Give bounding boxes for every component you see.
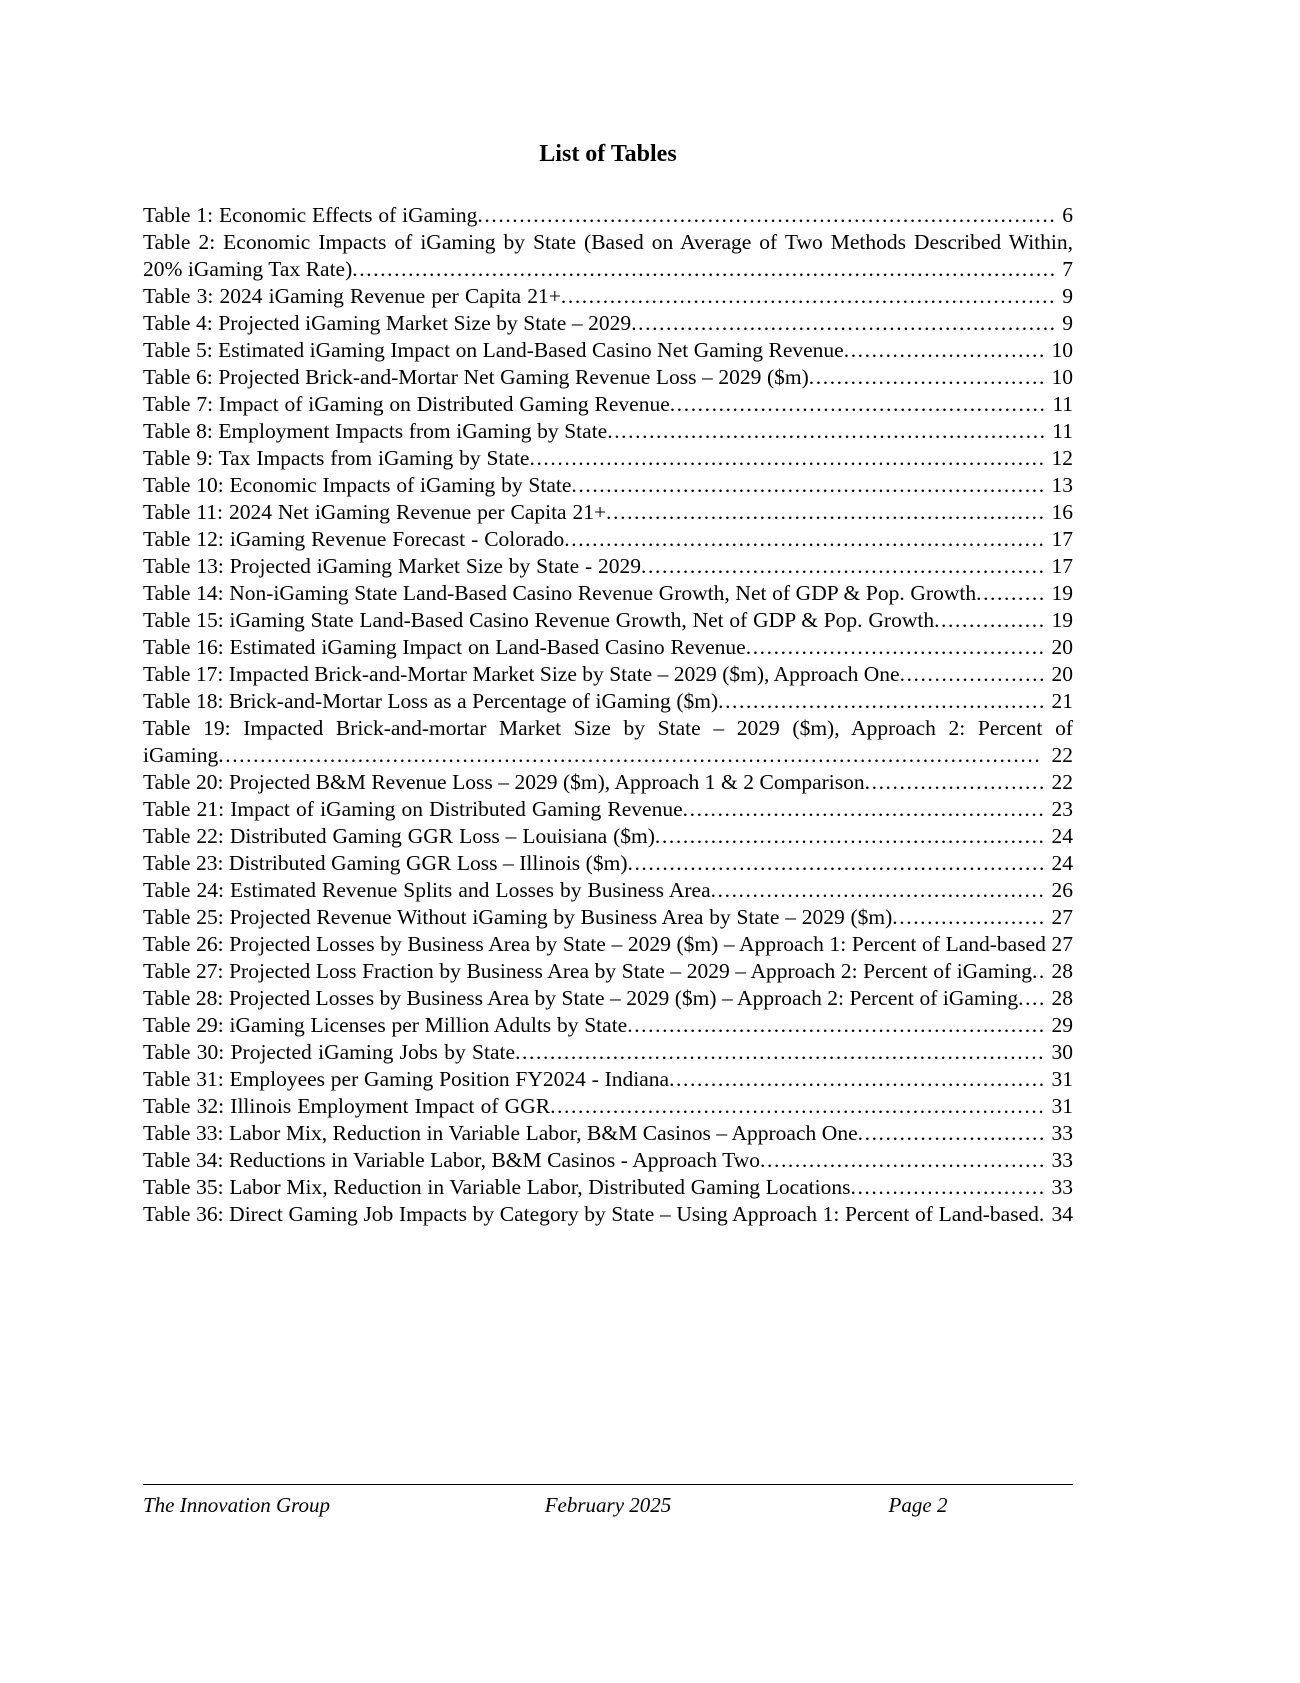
- toc-entry-label: Table 15: iGaming State Land-Based Casino Revenue Growth, Net of GDP & Pop. Growth: [143, 608, 935, 632]
- toc-entry-page: 11: [1052, 392, 1074, 416]
- toc-entry-label: Table 35: Labor Mix, Reduction in Variable Labor, Distributed Gaming Locations: [143, 1175, 851, 1199]
- footer-date: February 2025: [544, 1493, 672, 1517]
- toc-entry: [143, 850, 1073, 877]
- toc-entry-label: Table 36: Direct Gaming Job Impacts by Category by State – Using Approach 1: Percent of Land-based: [143, 1202, 1039, 1226]
- toc-entry-label: Table 30: Projected iGaming Jobs by State: [143, 1040, 516, 1064]
- footer-author: The Innovation Group: [143, 1493, 331, 1517]
- toc-entry: [143, 391, 1073, 418]
- toc-entry-label: Table 9: Tax Impacts from iGaming by State: [143, 446, 530, 470]
- dot-leader: ............................................................: [627, 851, 1046, 875]
- toc-entry: [143, 904, 1073, 931]
- toc-entry: [143, 634, 1073, 661]
- toc-entry-page: 27: [1051, 905, 1073, 929]
- toc-entry-label: Table 26: Projected Losses by Business Area by State – 2029 ($m) – Approach 1: Percent of Land-based: [143, 932, 1046, 956]
- toc-entry-label: Table 21: Impact of iGaming on Distributed Gaming Revenue: [143, 797, 683, 821]
- dot-leader: ..................................: [808, 365, 1046, 389]
- toc-entry-page: 19: [1051, 608, 1074, 632]
- toc-entry-page: 17: [1051, 527, 1074, 551]
- toc-entry-label: Table 10: Economic Impacts of iGaming by State: [143, 473, 572, 497]
- toc-entry-page: 31: [1051, 1067, 1074, 1091]
- toc-entry: [143, 877, 1073, 904]
- toc-entry: [143, 1120, 1073, 1147]
- toc-entry-page: 23: [1051, 797, 1074, 821]
- toc-entry: [143, 526, 1073, 553]
- toc-entry-page: 24: [1051, 824, 1073, 848]
- footer-page-number: Page 2: [888, 1493, 948, 1517]
- page-title: List of Tables: [539, 141, 677, 167]
- dot-leader: ......................................................................................................................: [218, 743, 1042, 767]
- dot-leader: ......................................................: [669, 1067, 1046, 1091]
- toc-entry-page: 29: [1051, 1013, 1073, 1037]
- dot-leader: ..........: [976, 581, 1046, 605]
- toc-entry: [143, 796, 1073, 823]
- dot-leader: .....................................................................: [564, 527, 1046, 551]
- toc-entry-page: 12: [1051, 446, 1074, 470]
- toc-entry: [143, 472, 1073, 499]
- toc-entry: [143, 202, 1073, 229]
- page-footer: [143, 1484, 1073, 1518]
- toc-entry-page: 9: [1062, 284, 1074, 308]
- toc-entry-page: 22: [1051, 770, 1073, 794]
- toc-entry: [143, 661, 1073, 688]
- toc-entry: [143, 499, 1073, 526]
- dot-leader: ...........................: [857, 1121, 1046, 1145]
- toc-entry-page: 20: [1051, 662, 1073, 686]
- toc-entry: [143, 229, 1073, 283]
- dot-leader: ................: [934, 608, 1046, 632]
- toc-entry-label: Table 23: Distributed Gaming GGR Loss – Illinois ($m): [143, 851, 628, 875]
- toc-entry-label: Table 19: Impacted Brick-and-mortar Market Size by State – 2029 ($m), Approach 2: Percent of iGaming: [143, 716, 1073, 767]
- toc-entry-label: Table 1: Economic Effects of iGaming: [143, 203, 478, 227]
- dot-leader: .: [1038, 1202, 1046, 1226]
- toc-entry-page: 21: [1051, 689, 1073, 713]
- dot-leader: ...........................................: [745, 635, 1046, 659]
- toc-entry-label: Table 4: Projected iGaming Market Size by State – 2029: [143, 311, 632, 335]
- toc-entry: [143, 1174, 1073, 1201]
- toc-entry: [143, 1147, 1073, 1174]
- toc-entry-label: Table 18: Brick-and-Mortar Loss as a Percentage of iGaming ($m): [143, 689, 719, 713]
- dot-leader: .....................................................................................................: [352, 257, 1057, 281]
- dot-leader: .......................................................................: [550, 1094, 1046, 1118]
- toc-entry-page: 22: [1051, 743, 1073, 767]
- toc-entry: [143, 985, 1073, 1012]
- toc-entry-page: 28: [1051, 959, 1074, 983]
- toc-entry-label: Table 3: 2024 iGaming Revenue per Capita 21+: [143, 284, 561, 308]
- toc-entry: [143, 688, 1073, 715]
- toc-entry-page: 33: [1051, 1148, 1073, 1172]
- dot-leader: ......................: [892, 905, 1046, 929]
- toc-entry-page: 33: [1051, 1121, 1073, 1145]
- toc-entry-page: 20: [1051, 635, 1073, 659]
- dot-leader: .......................................................................: [560, 284, 1057, 308]
- table-of-contents: [143, 202, 1073, 1228]
- dot-leader: ......................................................: [669, 392, 1047, 416]
- dot-leader: ..: [1031, 959, 1046, 983]
- toc-entry-page: 31: [1051, 1094, 1074, 1118]
- toc-entry-label: Table 20: Projected B&M Revenue Loss – 2029 ($m), Approach 1 & 2 Comparison: [143, 770, 865, 794]
- dot-leader: ................................................: [710, 878, 1046, 902]
- toc-entry: [143, 553, 1073, 580]
- toc-entry-label: Table 8: Employment Impacts from iGaming by State: [143, 419, 608, 443]
- toc-entry-page: 9: [1062, 311, 1074, 335]
- toc-entry-label: Table 28: Projected Losses by Business Area by State – 2029 ($m) – Approach 2: Percent of iGaming: [143, 986, 1019, 1010]
- toc-entry-page: 10: [1051, 365, 1074, 389]
- toc-entry-label: Table 13: Projected iGaming Market Size by State - 2029: [143, 554, 642, 578]
- dot-leader: ....: [1018, 986, 1047, 1010]
- toc-entry-page: 34: [1051, 1202, 1074, 1226]
- dot-leader: ............................................................................: [515, 1040, 1046, 1064]
- dot-leader: ....................................................: [682, 797, 1046, 821]
- toc-entry-label: Table 32: Illinois Employment Impact of GGR: [143, 1094, 551, 1118]
- toc-entry-page: 19: [1051, 581, 1073, 605]
- toc-entry-label: Table 5: Estimated iGaming Impact on Land-Based Casino Net Gaming Revenue: [143, 338, 844, 362]
- toc-entry: [143, 1066, 1073, 1093]
- toc-entry: [143, 715, 1073, 769]
- toc-entry: [143, 607, 1073, 634]
- toc-entry-label: Table 22: Distributed Gaming GGR Loss – Louisiana ($m): [143, 824, 655, 848]
- dot-leader: .............................: [843, 338, 1046, 362]
- toc-entry-label: Table 31: Employees per Gaming Position FY2024 - Indiana: [143, 1067, 670, 1091]
- toc-entry-page: 13: [1051, 473, 1074, 497]
- dot-leader: ..........................: [864, 770, 1046, 794]
- toc-entry: [143, 580, 1073, 607]
- toc-entry-label: Table 6: Projected Brick-and-Mortar Net Gaming Revenue Loss – 2029 ($m): [143, 365, 809, 389]
- toc-entry: [143, 1093, 1073, 1120]
- toc-entry-page: 16: [1051, 500, 1073, 524]
- toc-entry-label: Table 25: Projected Revenue Without iGaming by Business Area by State – 2029 ($m): [143, 905, 893, 929]
- dot-leader: .........................................: [760, 1148, 1046, 1172]
- toc-entry-page: 24: [1051, 851, 1073, 875]
- toc-entry: [143, 418, 1073, 445]
- toc-entry: [143, 283, 1073, 310]
- toc-entry-page: 11: [1052, 419, 1073, 443]
- toc-entry-label: Table 12: iGaming Revenue Forecast - Colorado: [143, 527, 565, 551]
- toc-entry: [143, 1039, 1073, 1066]
- toc-entry-label: Table 2: Economic Impacts of iGaming by State (Based on Average of Two Methods Described Within, 20% iGaming Tax Rate): [143, 230, 1073, 281]
- toc-entry-page: 27: [1051, 932, 1074, 956]
- toc-entry-page: 28: [1051, 986, 1073, 1010]
- toc-entry: [143, 1201, 1073, 1228]
- toc-entry: [143, 958, 1073, 985]
- toc-entry: [143, 337, 1073, 364]
- toc-entry-page: 7: [1062, 257, 1074, 281]
- toc-entry: [143, 931, 1073, 958]
- dot-leader: ............................................................: [627, 1013, 1046, 1037]
- toc-entry-label: Table 29: iGaming Licenses per Million Adults by State: [143, 1013, 628, 1037]
- toc-entry-page: 30: [1051, 1040, 1074, 1064]
- toc-entry-label: Table 7: Impact of iGaming on Distributed Gaming Revenue: [143, 392, 670, 416]
- toc-entry: [143, 823, 1073, 850]
- dot-leader: ...............................................: [718, 689, 1046, 713]
- dot-leader: .....................: [899, 662, 1047, 686]
- toc-entry-label: Table 34: Reductions in Variable Labor, B&M Casinos - Approach Two: [143, 1148, 761, 1172]
- dot-leader: .............................................................: [631, 311, 1057, 335]
- toc-entry-page: 33: [1051, 1175, 1073, 1199]
- dot-leader: ...................................................................................: [477, 203, 1057, 227]
- toc-entry-page: 26: [1051, 878, 1073, 902]
- dot-leader: ....................................................................: [571, 473, 1046, 497]
- toc-entry-label: Table 14: Non-iGaming State Land-Based Casino Revenue Growth, Net of GDP & Pop. Growth: [143, 581, 977, 605]
- dot-leader: ............................: [850, 1175, 1046, 1199]
- dot-leader: ..........................................................................: [529, 446, 1046, 470]
- toc-entry-label: Table 33: Labor Mix, Reduction in Variable Labor, B&M Casinos – Approach One: [143, 1121, 858, 1145]
- toc-entry-page: 10: [1051, 338, 1073, 362]
- toc-entry-label: Table 17: Impacted Brick-and-Mortar Market Size by State – 2029 ($m), Approach One: [143, 662, 900, 686]
- dot-leader: ...............................................................: [607, 419, 1047, 443]
- toc-entry-label: Table 16: Estimated iGaming Impact on Land-Based Casino Revenue: [143, 635, 746, 659]
- dot-leader: ........................................................: [654, 824, 1046, 848]
- toc-entry: [143, 364, 1073, 391]
- toc-entry-page: 17: [1051, 554, 1073, 578]
- dot-leader: ..........................................................: [641, 554, 1046, 578]
- dot-leader: ...............................................................: [606, 500, 1046, 524]
- toc-entry: [143, 445, 1073, 472]
- toc-entry-page: 6: [1062, 203, 1073, 227]
- toc-entry-label: Table 11: 2024 Net iGaming Revenue per Capita 21+: [143, 500, 607, 524]
- toc-entry: [143, 1012, 1073, 1039]
- toc-entry-label: Table 24: Estimated Revenue Splits and Losses by Business Area: [143, 878, 711, 902]
- toc-entry: [143, 310, 1073, 337]
- toc-entry: [143, 769, 1073, 796]
- toc-entry-label: Table 27: Projected Loss Fraction by Business Area by State – 2029 – Approach 2: Percent of iGaming: [143, 959, 1032, 983]
